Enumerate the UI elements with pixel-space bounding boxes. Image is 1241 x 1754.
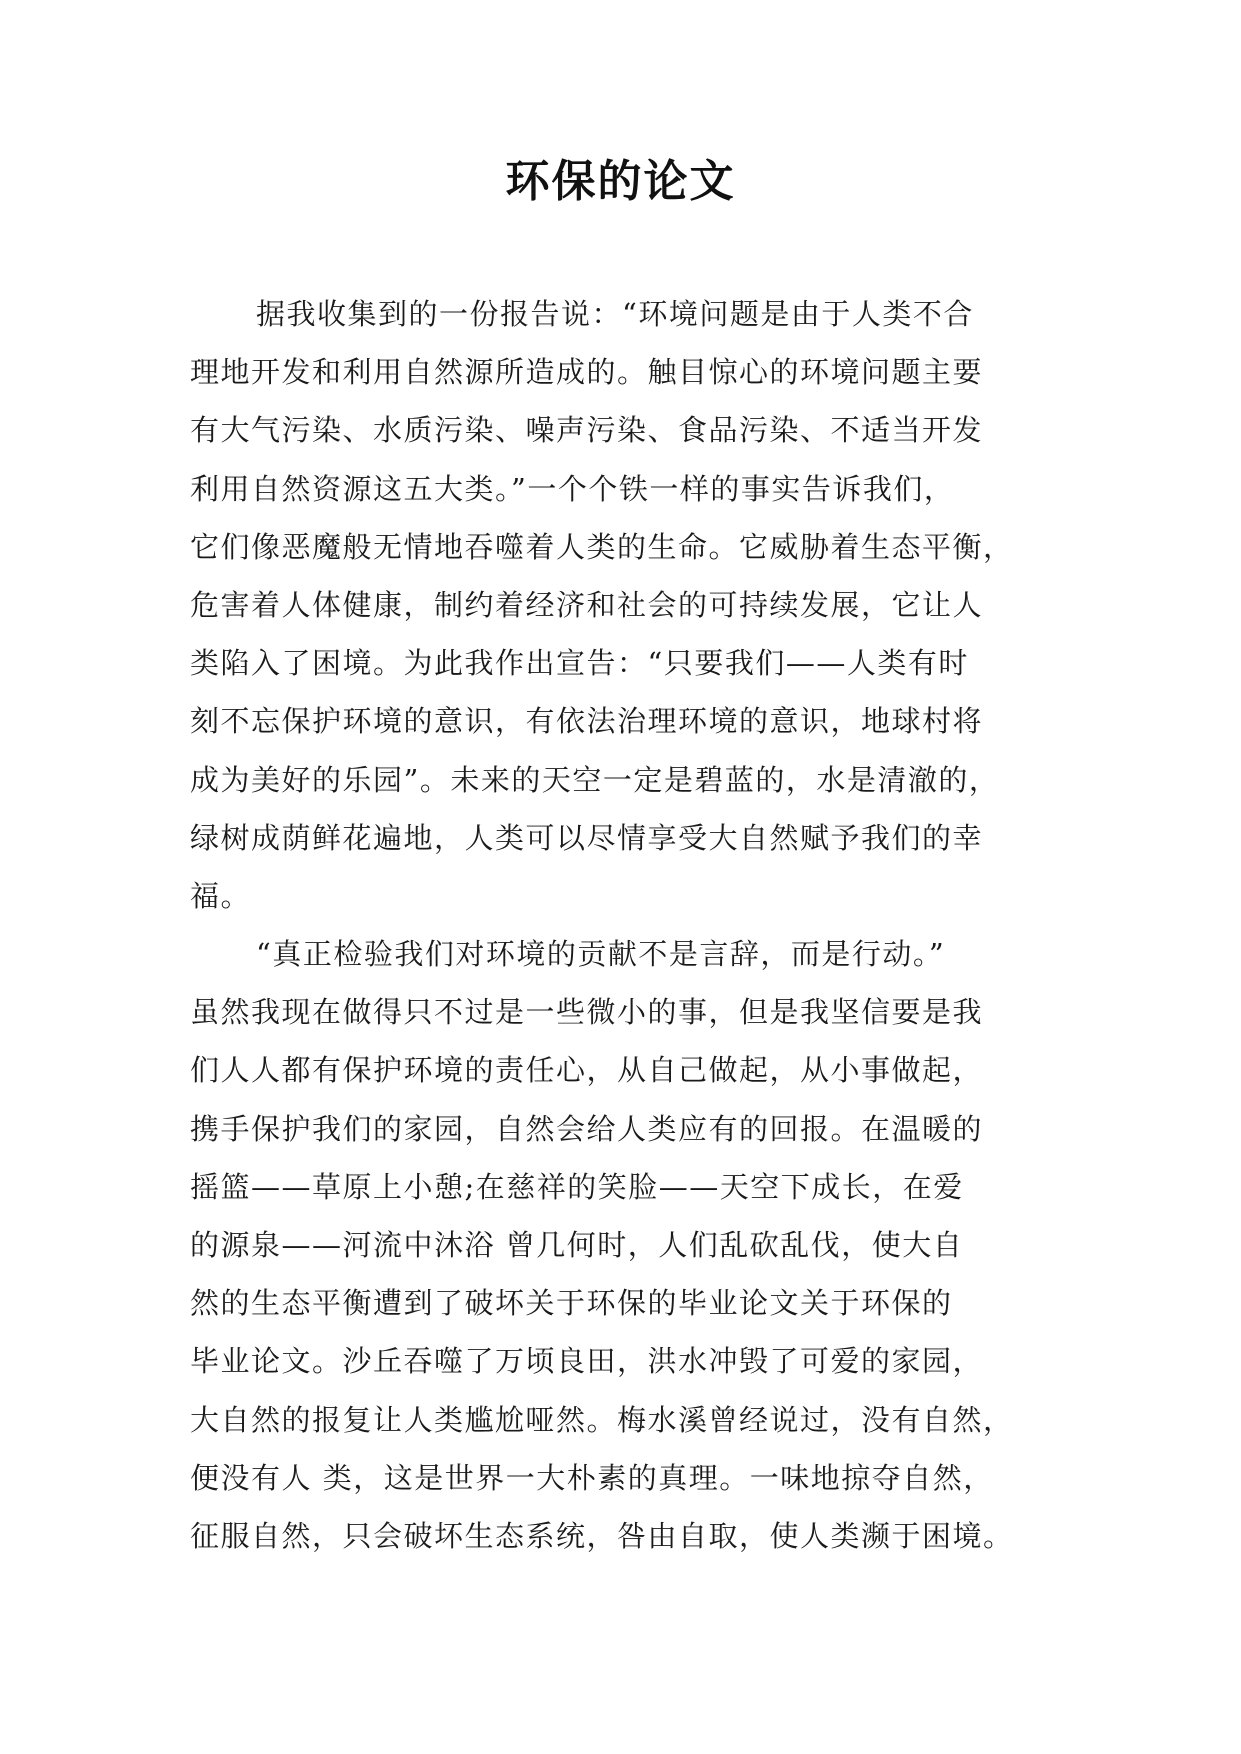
text-line: 绿树成荫鲜花遍地，人类可以尽情享受大自然赋予我们的幸: [190, 820, 984, 855]
text-line: 成为美好的乐园”。未来的天空一定是碧蓝的，水是清澈的，: [190, 762, 1000, 797]
text-line: 利用自然资源这五大类。”一个个铁一样的事实告诉我们，: [190, 471, 955, 506]
document-title: 环保的论文: [505, 156, 736, 207]
text-line: 便没有人 类，这是世界一大朴素的真理。一味地掠夺自然，: [190, 1460, 994, 1495]
document-body: [190, 285, 1056, 1565]
text-line: 理地开发和利用自然源所造成的。触目惊心的环境问题主要: [190, 355, 984, 390]
text-line: 有大气污染、水质污染、噪声污染、食品污染、不适当开发: [190, 413, 984, 448]
text-line: 危害着人体健康，制约着经济和社会的可持续发展，它让人: [190, 587, 984, 622]
paragraph-2: [190, 925, 1056, 1565]
text-line: 征服自然，只会破坏生态系统，咎由自取，使人类濒于困境。: [190, 1518, 1014, 1553]
text-line: 它们像恶魔般无情地吞噬着人类的生命。它威胁着生态平衡，: [190, 529, 1014, 564]
text-line: 刻不忘保护环境的意识，有依法治理环境的意识，地球村将: [190, 704, 984, 739]
text-line: 大自然的报复让人类尴尬哑然。梅水溪曾经说过，没有自然，: [190, 1402, 1014, 1437]
text-line: 据我收集到的一份报告说：“环境问题是由于人类不合: [256, 297, 974, 331]
text-line: 携手保护我们的家园，自然会给人类应有的回报。在温暖的: [190, 1111, 984, 1146]
text-line: 虽然我现在做得只不过是一些微小的事，但是我坚信要是我: [190, 995, 984, 1030]
paragraph-1: [190, 285, 1056, 925]
text-line: 毕业论文。沙丘吞噬了万顷良田，洪水冲毁了可爱的家园，: [190, 1344, 984, 1379]
text-line: 福。: [190, 878, 252, 913]
text-line: 摇篮——草原上小憩;在慈祥的笑脸——天空下成长，在爱: [190, 1169, 964, 1204]
text-line: “真正检验我们对环境的贡献不是言辞，而是行动。”: [256, 937, 946, 972]
text-line: 类陷入了困境。为此我作出宣告：“只要我们——人类有时: [190, 646, 969, 681]
text-line: 们人人都有保护环境的责任心，从自己做起，从小事做起，: [190, 1053, 984, 1088]
text-line: 的源泉——河流中沐浴 曾几何时，人们乱砍乱伐，使大自: [190, 1228, 964, 1262]
text-line: 然的生态平衡遭到了破坏关于环保的毕业论文关于环保的: [190, 1286, 953, 1321]
